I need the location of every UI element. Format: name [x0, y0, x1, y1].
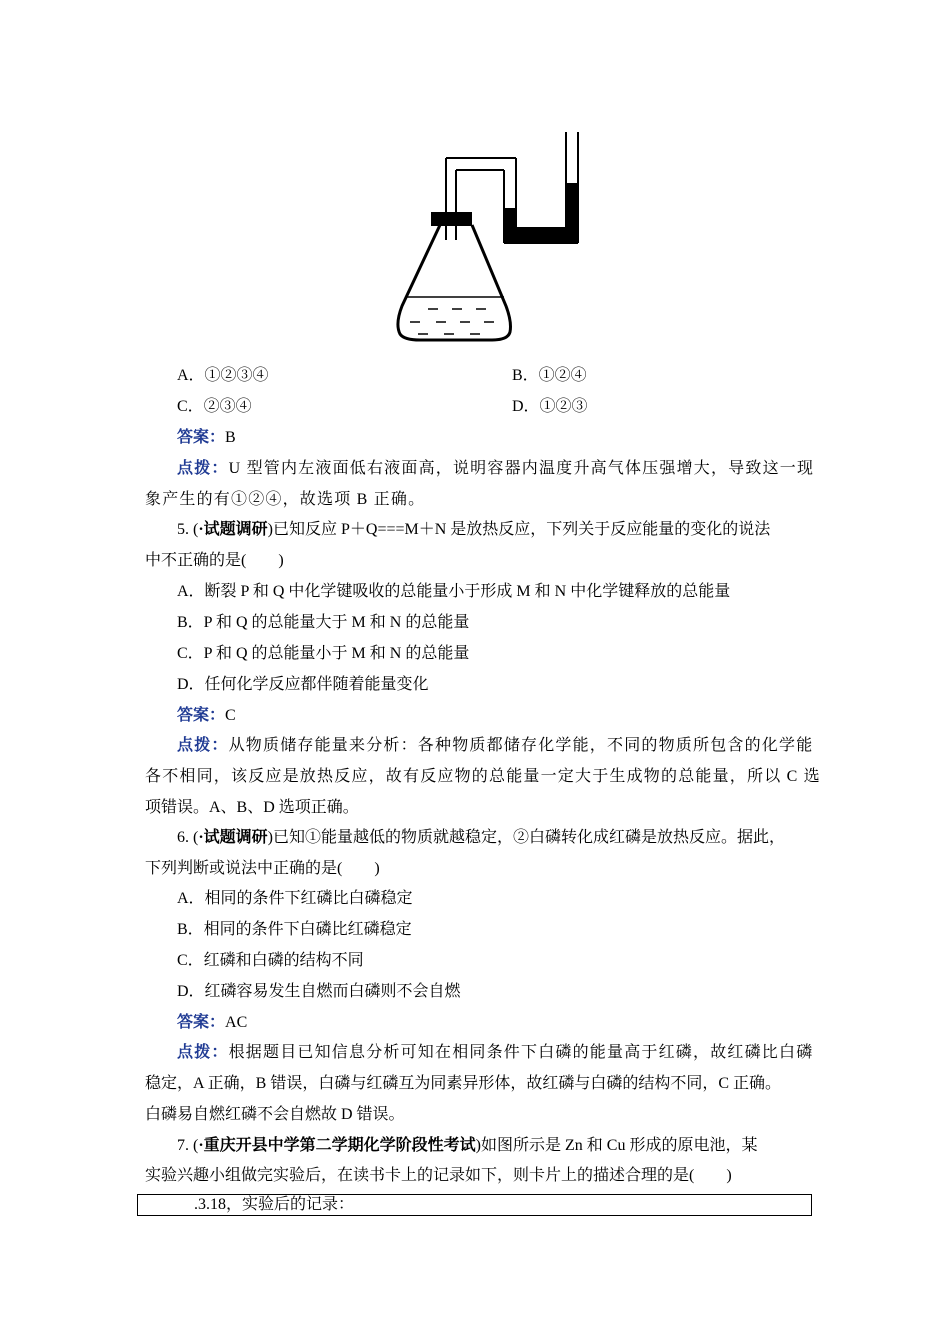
q6-hint-line2: 稳定，A 正确，B 错误，白磷与红磷互为同素异形体，故红磷与白磷的结构不同，C 正确。	[145, 1075, 782, 1092]
hint-text: 从物质储存能量来分析：各种物质都储存化学能，不同的物质所包含的化学能	[228, 737, 814, 754]
question-source: ·试题调研	[198, 521, 268, 538]
question-stem: )已知反应 P＋Q===M＋N 是放热反应，下列关于反应能量的变化的说法	[267, 521, 771, 538]
q5-option-d: D．任何化学反应都伴随着能量变化	[177, 676, 429, 693]
u-tube-liquid-right	[566, 183, 578, 243]
question-source: ·试题调研	[198, 829, 268, 846]
q7-stem-line2: 实验兴趣小组做完实验后，在读书卡上的记录如下，则卡片上的描述合理的是( )	[145, 1167, 732, 1184]
liquid-dashes	[410, 309, 494, 334]
question-stem: )已知①能量越低的物质就越稳定，②白磷转化成红磷是放热反应。据此，	[267, 829, 786, 846]
hint-label: 点拨：	[177, 1044, 229, 1061]
q6-option-a: A．相同的条件下红磷比白磷稳定	[177, 890, 413, 907]
q6-option-d: D．红磷容易发生自燃而白磷则不会自燃	[177, 983, 461, 1000]
q6-option-c: C．红磷和白磷的结构不同	[177, 952, 364, 969]
q4-option-c: C．②③④	[177, 398, 252, 415]
q6-hint-line3: 白磷易自燃红磷不会自燃故 D 错误。	[145, 1106, 405, 1123]
question-number: 7. (	[177, 1137, 199, 1154]
hint-text: 根据题目已知信息分析可知在相同条件下白磷的能量高于红磷，故红磷比白磷	[228, 1044, 814, 1061]
q4-option-a: A．①②③④	[177, 367, 269, 384]
q4-hint-line1	[177, 457, 814, 481]
answer-label: 答案：	[177, 1014, 226, 1031]
q5-stem-line2: 中不正确的是( )	[145, 552, 284, 569]
flask-u-tube-figure	[380, 128, 580, 348]
flask-stopper	[431, 212, 472, 226]
answer-value: AC	[225, 1014, 248, 1031]
q6-hint-line1	[177, 1041, 813, 1065]
answer-value: B	[225, 429, 236, 446]
q7-stem-line1	[177, 1134, 757, 1158]
q5-hint-line2: 各不相同，该反应是放热反应，故有反应物的总能量一定大于生成物的总能量，所以 C 选	[145, 768, 821, 785]
hint-text: U 型管内左液面低右液面高，说明容器内温度升高气体压强增大，导致这一现	[228, 460, 815, 477]
question-number: 6. (	[177, 829, 199, 846]
q5-option-a: A．断裂 P 和 Q 中化学键吸收的总能量小于形成 M 和 N 中化学键释放的总能量	[177, 583, 731, 600]
q6-stem-line1	[177, 826, 785, 850]
reading-card-text: .3.18，实验后的记录：	[194, 1196, 355, 1213]
answer-label: 答案：	[177, 429, 226, 446]
q4-option-b: B．①②④	[512, 367, 587, 384]
q5-stem-line1	[177, 518, 770, 542]
answer-label: 答案：	[177, 707, 226, 724]
q5-hint-line3: 项错误。A、B、D 选项正确。	[145, 799, 359, 816]
answer-value: C	[225, 707, 236, 724]
q6-option-b: B．相同的条件下白磷比红磷稳定	[177, 921, 412, 938]
hint-label: 点拨：	[177, 460, 229, 477]
q5-option-b: B．P 和 Q 的总能量大于 M 和 N 的总能量	[177, 614, 470, 631]
reading-card	[137, 1194, 812, 1216]
q6-answer	[177, 1011, 247, 1035]
question-number: 5. (	[177, 521, 199, 538]
hint-label: 点拨：	[177, 737, 229, 754]
q4-option-d: D．①②③	[512, 398, 588, 415]
question-stem: )如图所示是 Zn 和 Cu 形成的原电池，某	[475, 1137, 758, 1154]
q5-option-c: C．P 和 Q 的总能量小于 M 和 N 的总能量	[177, 645, 470, 662]
q5-hint-line1	[177, 734, 813, 758]
q5-answer	[177, 704, 236, 728]
question-source: ·重庆开县中学第二学期化学阶段性考试	[198, 1137, 476, 1154]
q4-hint-line2: 象产生的有①②④，故选项 B 正确。	[145, 491, 426, 508]
q4-answer	[177, 426, 236, 450]
q6-stem-line2: 下列判断或说法中正确的是( )	[145, 860, 380, 877]
